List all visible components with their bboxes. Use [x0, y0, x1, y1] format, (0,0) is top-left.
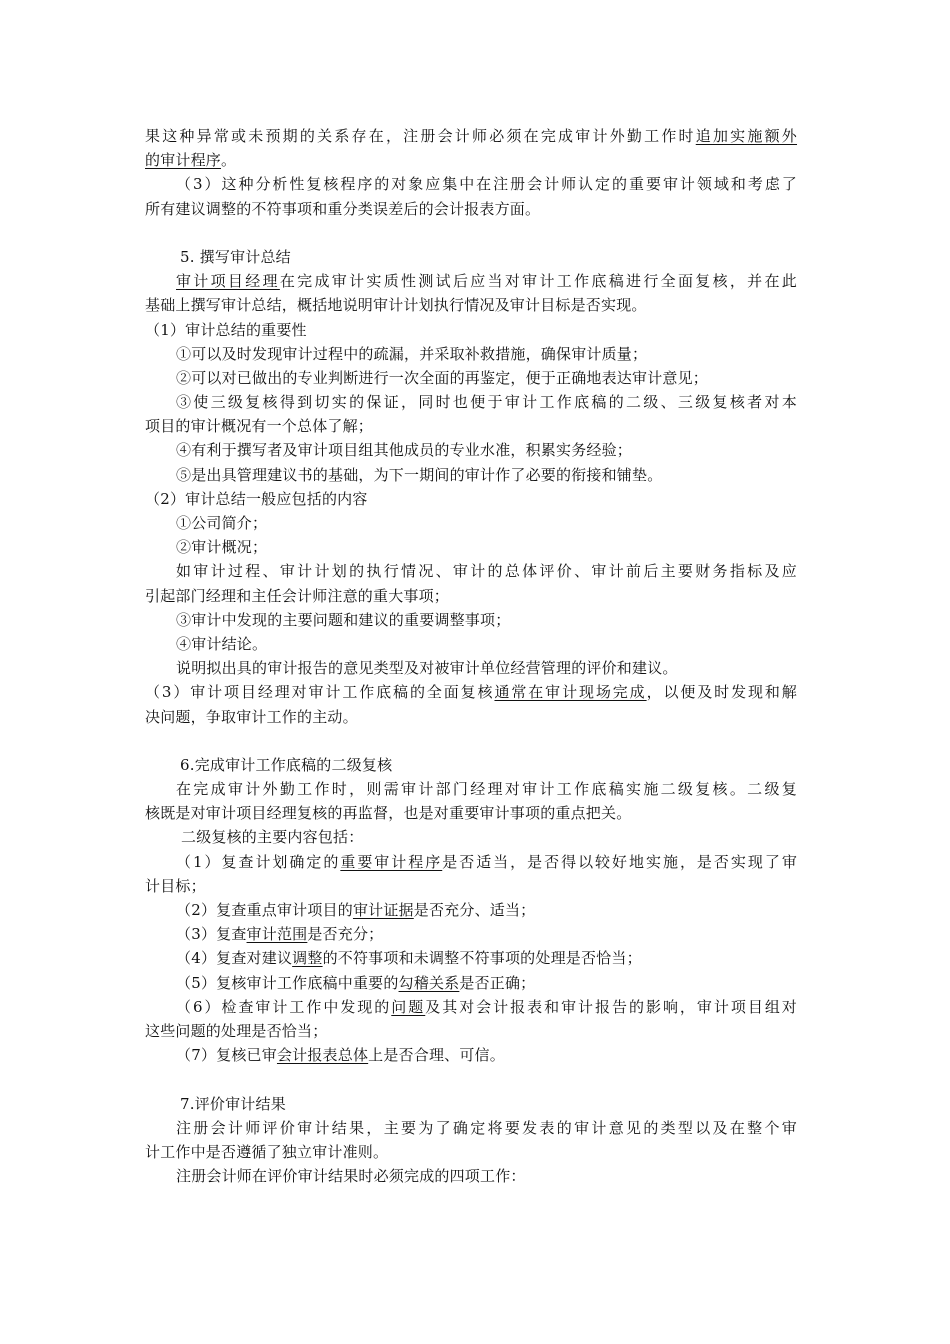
underlined-term: 重要审计程序: [340, 852, 443, 871]
list-item: ①可以及时发现审计过程中的疏漏，并采取补救措施，确保审计质量；: [176, 344, 648, 363]
paragraph-line: 所有建议调整的不符事项和重分类误差后的会计报表方面。: [145, 199, 541, 218]
list-item: （2）复查重点审计项目的审计证据是否充分、适当；: [176, 901, 536, 919]
section-heading: 6.完成审计工作底稿的二级复核: [180, 755, 393, 774]
list-item: ④有利于撰写者及审计项目组其他成员的专业水准，积累实务经验；: [176, 441, 633, 460]
list-item: 引起部门经理和主任会计师注意的重大事项；: [145, 586, 450, 605]
paragraph-line: 核既是对审计项目经理复核的再监督，也是对重要审计事项的重点把关。: [145, 804, 632, 823]
paragraph-line: 果这种异常或未预期的关系存在，注册会计师必须在完成审计外勤工作时追加实施额外: [145, 127, 798, 145]
list-item: （6）检查审计工作中发现的问题及其对会计报表和审计报告的影响，审计项目组对: [176, 997, 798, 1016]
subheading: （1）审计总结的重要性: [145, 320, 307, 339]
paragraph-gap: [145, 1067, 797, 1091]
underlined-term: 调整: [292, 949, 323, 968]
paragraph-gap: [145, 221, 797, 245]
paragraph-line: 基础上撰写审计总结，概括地说明审计计划执行情况及审计目标是否实现。: [145, 296, 647, 315]
list-item: ③使三级复核得到切实的保证，同时也便于审计工作底稿的二级、三级复核者对本: [176, 393, 797, 412]
paragraph-line: 计工作中是否遵循了独立审计准则。: [145, 1142, 389, 1161]
underlined-term: 勾稽关系: [398, 973, 460, 992]
paragraph-line: 在完成审计外勤工作时，则需审计部门经理对审计工作底稿实施二级复核。二级复: [176, 780, 797, 799]
list-item: （5）复核审计工作底稿中重要的勾稽关系是否正确；: [176, 973, 536, 992]
underlined-term: 追加实施额外: [695, 127, 798, 145]
underlined-term: 审计证据: [352, 901, 414, 919]
list-item: （4）复查对建议调整的不符事项和未调整不符事项的处理是否恰当；: [176, 949, 642, 968]
section-heading: 7.评价审计结果: [180, 1094, 286, 1113]
underlined-term: 审计项目经理: [176, 272, 280, 291]
paragraph-line: 决问题，争取审计工作的主动。: [145, 707, 358, 726]
document-page: [145, 124, 797, 1188]
paragraph-line: （3）这种分析性复核程序的对象应集中在注册会计师认定的重要审计领域和考虑了: [176, 175, 797, 194]
paragraph-line: 注册会计师评价审计结果，主要为了确定将要发表的审计意见的类型以及在整个审: [176, 1118, 797, 1137]
list-item-continuation: 这些问题的处理是否恰当；: [145, 1021, 328, 1040]
list-item: ②可以对已做出的专业判断进行一次全面的再鉴定，便于正确地表达审计意见；: [176, 368, 709, 387]
list-item: 如审计过程、审计计划的执行情况、审计的总体评价、审计前后主要财务指标及应: [176, 562, 797, 581]
underlined-term: 会计报表总体: [276, 1046, 369, 1065]
section-heading: 5. 撰写审计总结: [180, 247, 291, 266]
list-item: （1）复查计划确定的重要审计程序是否适当，是否得以较好地实施，是否实现了审: [176, 852, 798, 871]
list-item: 说明拟出具的审计报告的意见类型及对被审计单位经营管理的评价和建议。: [176, 659, 678, 678]
list-title: 二级复核的主要内容包括：: [181, 828, 364, 847]
list-item: ②审计概况；: [176, 538, 268, 557]
paragraph-line: 的审计程序。: [145, 151, 237, 170]
list-item: （3）复查审计范围是否充分；: [176, 925, 384, 944]
review-list: [145, 850, 797, 1068]
subheading: （3）审计项目经理对审计工作底稿的全面复核通常在审计现场完成，以便及时发现和解: [145, 683, 797, 702]
subheading: （2）审计总结一般应包括的内容: [145, 489, 368, 508]
paragraph-line: 审计项目经理在完成审计实质性测试后应当对审计工作底稿进行全面复核，并在此: [176, 272, 797, 291]
list-item: ④审计结论。: [176, 634, 268, 653]
underlined-term: 问题: [391, 997, 426, 1016]
list-item: （7）复核已审会计报表总体上是否合理、可信。: [176, 1046, 505, 1065]
paragraph-gap: [145, 729, 797, 753]
paragraph-line: 注册会计师在评价审计结果时必须完成的四项工作：: [176, 1167, 526, 1186]
list-item: ①公司简介；: [176, 514, 268, 532]
underlined-term: 的审计程序: [145, 151, 222, 170]
list-item-continuation: 计目标；: [145, 876, 206, 895]
underlined-term: 审计范围: [246, 925, 308, 944]
list-item: ③审计中发现的主要问题和建议的重要调整事项；: [176, 610, 511, 629]
list-item: ⑤是出具管理建议书的基础，为下一期间的审计作了必要的衔接和铺垫。: [176, 465, 663, 484]
underlined-term: 通常在审计现场完成: [494, 683, 647, 702]
list-item: 项目的审计概况有一个总体了解；: [145, 417, 374, 436]
